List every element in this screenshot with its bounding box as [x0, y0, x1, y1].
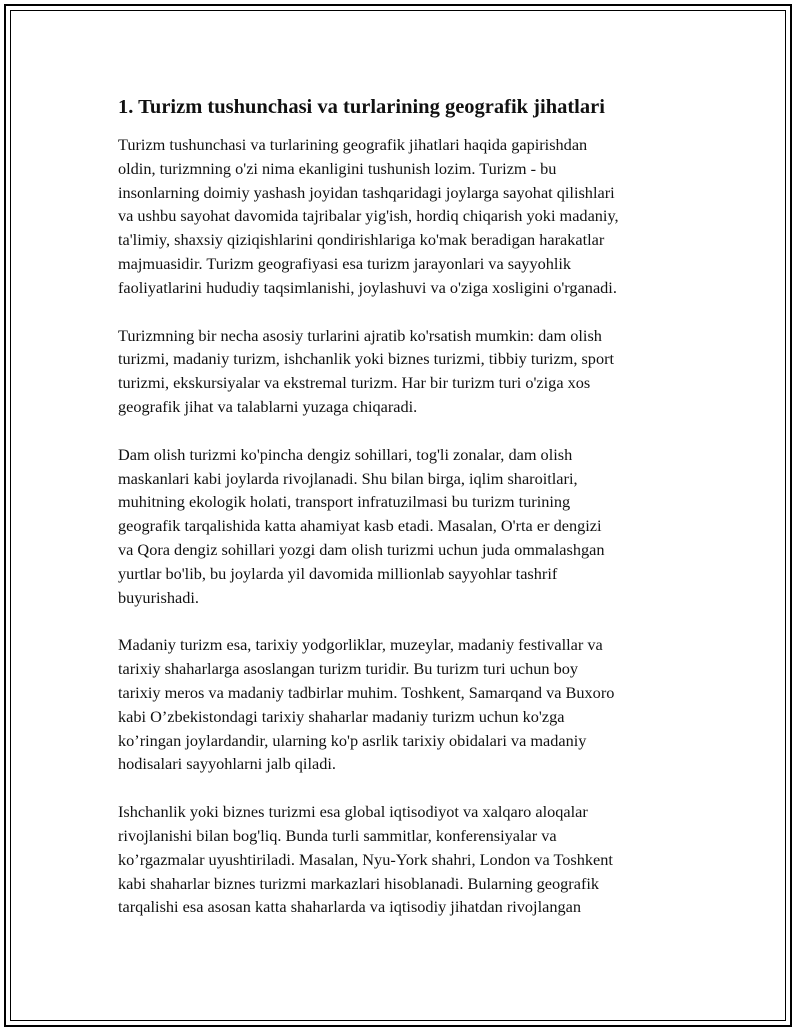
text-line: Ishchanlik yoki biznes turizmi esa global iqtisodiyot va xalqaro aloqalar — [118, 802, 588, 822]
text-line: ko’rgazmalar uyushtiriladi. Masalan, Nyu-York shahri, London va Toshkent — [118, 849, 613, 869]
paragraph-3 — [118, 443, 708, 610]
text-line: hodisalari sayyohlarni jalb qiladi. — [118, 754, 336, 774]
text-line: insonlarning doimiy yashash joyidan tashqaridagi joylarga sayohat qilishlari — [118, 182, 615, 202]
text-line: yurtlar bo'lib, bu joylarda yil davomida millionlab sayyohlar tashrif — [118, 563, 558, 583]
text-line: tarixiy shaharlarga asoslangan turizm turidir. Bu turizm turi uchun boy — [118, 659, 578, 679]
text-line: Dam olish turizmi ko'pincha dengiz sohillari, tog'li zonalar, dam olish — [118, 444, 573, 464]
text-line: rivojlanishi bilan bog'liq. Bunda turli sammitlar, konferensiyalar va — [118, 825, 557, 845]
text-line: faoliyatlarini hududiy taqsimlanishi, joylashuvi va o'ziga xosligini o'rganadi. — [118, 277, 617, 297]
paragraph-2 — [118, 324, 708, 419]
text-line: tarqalishi esa asosan katta shaharlarda va iqtisodiy jihatdan rivojlangan — [118, 897, 581, 917]
text-line: turizmi, ekskursiyalar va ekstremal turizm. Har bir turizm turi o'ziga xos — [118, 373, 591, 393]
text-line: majmuasidir. Turizm geografiyasi esa turizm jarayonlari va sayyohlik — [118, 253, 572, 273]
text-line: muhitning ekologik holati, transport infratuzilmasi bu turizm turining — [118, 492, 571, 512]
text-line: Madaniy turizm esa, tarixiy yodgorliklar, muzeylar, madaniy festivallar va — [118, 635, 603, 655]
text-line: geografik jihat va talablarni yuzaga chiqaradi. — [118, 396, 418, 416]
text-line: Turizm tushunchasi va turlarining geografik jihatlari haqida gapirishdan — [118, 135, 588, 154]
section-heading: 1. Turizm tushunchasi va turlarining geografik jihatlari — [118, 96, 605, 118]
text-line: Turizmning bir necha asosiy turlarini ajratib ko'rsatish mumkin: dam olish — [118, 325, 602, 345]
text-line: geografik tarqalishida katta ahamiyat kasb etadi. Masalan, O'rta er dengizi — [118, 516, 602, 536]
text-line: kabi shaharlar biznes turizmi markazlari hisoblanadi. Bularning geografik — [118, 873, 600, 893]
paragraph-4 — [118, 633, 708, 776]
text-line: ta'limiy, shaxsiy qiziqishlarini qondirishlariga ko'mak beradigan harakatlar — [118, 230, 605, 250]
text-line: oldin, turizmning o'zi nima ekanligini tushunish lozim. Turizm - bu — [118, 158, 557, 178]
text-line: maskanlari kabi joylarda rivojlanadi. Shu bilan birga, iqlim sharoitlari, — [118, 468, 578, 488]
text-line: buyurishadi. — [118, 587, 199, 607]
text-line: turizmi, madaniy turizm, ishchanlik yoki biznes turizmi, tibbiy turizm, sport — [118, 349, 615, 369]
paragraph-1 — [118, 133, 708, 300]
paragraph-5 — [118, 800, 708, 919]
document-body — [118, 95, 708, 943]
text-line: va Qora dengiz sohillari yozgi dam olish turizmi uchun juda ommalashgan — [118, 539, 605, 559]
text-line: ko’ringan joylardandir, ularning ko'p asrlik tarixiy obidalari va madaniy — [118, 730, 587, 750]
text-line: tarixiy meros va madaniy tadbirlar muhim. Toshkent, Samarqand va Buxoro — [118, 682, 615, 702]
text-line: va ushbu sayohat davomida tajribalar yig'ish, hordiq chiqarish yoki madaniy, — [118, 206, 619, 226]
text-line: kabi O’zbekistondagi tarixiy shaharlar madaniy turizm uchun ko'zga — [118, 706, 565, 726]
